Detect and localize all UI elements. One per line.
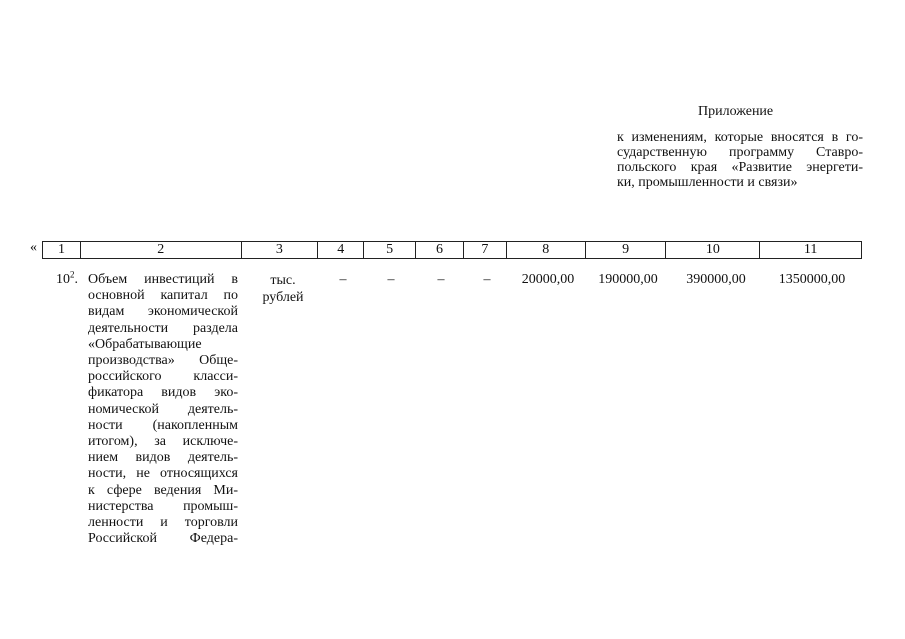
indicator-line: деятельности раздела (88, 320, 238, 336)
column-number-6: 6 (416, 242, 464, 258)
row-number-superscript: 2 (70, 269, 75, 280)
column-number-1: 1 (43, 242, 81, 258)
indicator-line: российского класси- (88, 369, 238, 385)
column-number-10: 10 (666, 242, 760, 258)
row-number (44, 269, 78, 288)
indicator-line: производства» Обще- (88, 353, 238, 369)
unit-of-measure (258, 272, 308, 306)
value-col-11: 1350000,00 (778, 272, 846, 287)
value-col-5: – (387, 272, 395, 287)
indicator-line: видам экономической (88, 304, 238, 320)
column-number-9: 9 (586, 242, 667, 258)
row-number-main: 10 (56, 272, 70, 287)
table-header-row (42, 241, 862, 259)
indicator-line: ности (накопленным (88, 417, 238, 433)
indicator-line: нистерства промыш- (88, 498, 238, 514)
column-number-5: 5 (364, 242, 416, 258)
indicator-line: Российской Федера- (88, 531, 238, 547)
opening-quote: « (30, 240, 37, 255)
indicator-line: ности, не относящихся (88, 466, 238, 482)
appendix-line: к изменениям, которые вносятся в го- (617, 130, 863, 145)
indicator-line: Объем инвестиций в (88, 272, 238, 287)
unit-line: рублей (262, 290, 304, 305)
value-col-10: 390000,00 (686, 272, 746, 287)
appendix-description (617, 130, 863, 190)
column-number-2: 2 (81, 242, 242, 258)
unit-line: тыс. (270, 273, 296, 288)
column-number-11: 11 (803, 242, 818, 257)
row-number-suffix: . (74, 272, 78, 287)
indicator-line: ленности и торговли (88, 515, 238, 531)
indicator-line: «Обрабатывающие (88, 336, 202, 352)
indicator-line: основной капитал по (88, 288, 238, 304)
indicator-line: к сфере ведения Ми- (88, 482, 238, 498)
value-col-6: – (437, 272, 445, 287)
appendix-line: сударственную программу Ставро- (617, 145, 863, 160)
indicator-line: номической деятель- (88, 401, 238, 417)
indicator-line: итогом), за исключе- (88, 434, 238, 450)
column-number-4: 4 (318, 242, 364, 258)
indicator-description (88, 272, 238, 547)
appendix-line: ки, промышленности и связи» (617, 175, 798, 190)
indicator-line: нием видов деятель- (88, 450, 238, 466)
value-col-4: – (339, 272, 347, 287)
column-number-7: 7 (464, 242, 507, 258)
appendix-title: Приложение (698, 104, 774, 119)
value-col-9: 190000,00 (598, 272, 658, 287)
column-number-8: 8 (507, 242, 586, 258)
indicator-line: фикатора видов эко- (88, 385, 238, 401)
value-col-8: 20000,00 (521, 272, 575, 287)
value-col-7: – (483, 272, 491, 287)
column-number-3: 3 (242, 242, 319, 258)
appendix-line: польского края «Развитие энергети- (617, 160, 863, 175)
